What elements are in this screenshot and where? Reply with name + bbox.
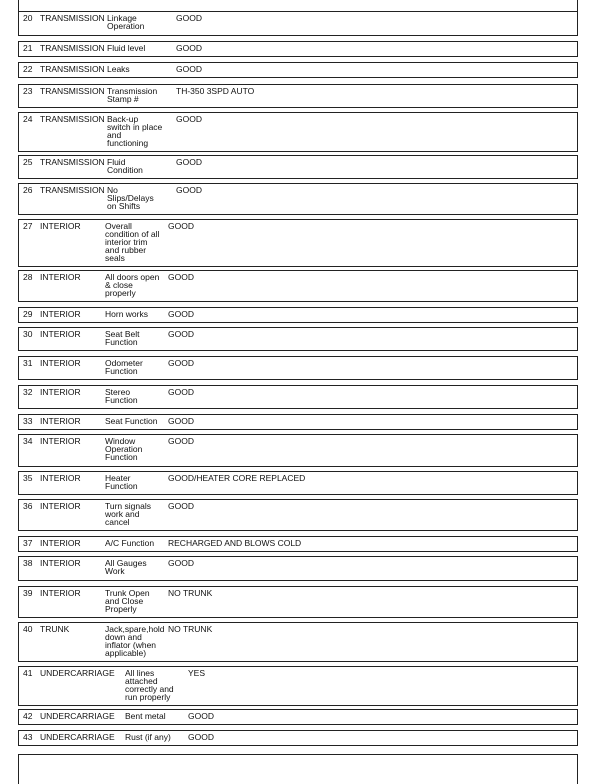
row-number: 29 [23, 309, 33, 319]
row-item: A/C Function [105, 538, 155, 548]
row-category: TRANSMISSION [40, 185, 105, 195]
row-number: 39 [23, 588, 33, 598]
next-row-partial [18, 754, 578, 784]
row-item: Leaks [107, 64, 130, 74]
row-category: INTERIOR [40, 358, 81, 368]
row-category: UNDERCARRIAGE [40, 668, 115, 678]
row-item: Fluid level [107, 43, 146, 53]
row-number: 41 [23, 668, 33, 678]
row-item: Heater Function [105, 473, 138, 491]
row-number: 22 [23, 64, 33, 74]
row-number: 40 [23, 624, 33, 634]
row-result: TH-350 3SPD AUTO [176, 86, 255, 96]
row-result: RECHARGED AND BLOWS COLD [168, 538, 302, 548]
inspection-row [18, 622, 578, 662]
row-item: Rust (if any) [125, 732, 171, 742]
row-result: GOOD [188, 711, 214, 721]
row-result: GOOD [168, 558, 194, 568]
row-number: 33 [23, 416, 33, 426]
row-item: Stereo Function [105, 387, 138, 405]
row-result: GOOD [168, 329, 194, 339]
row-category: TRUNK [40, 624, 70, 634]
row-number: 31 [23, 358, 33, 368]
row-number: 36 [23, 501, 33, 511]
row-result: YES [188, 668, 206, 678]
row-category: INTERIOR [40, 329, 81, 339]
row-category: TRANSMISSION [40, 43, 105, 53]
inspection-row [18, 307, 578, 323]
inspection-row [18, 434, 578, 467]
row-item: All lines attached correctly and run properly [125, 668, 174, 702]
row-result: GOOD [168, 436, 194, 446]
row-category: TRANSMISSION [40, 157, 105, 167]
row-item: No Slips/Delays on Shifts [107, 185, 154, 211]
row-item: Bent metal [125, 711, 166, 721]
row-category: TRANSMISSION [40, 64, 105, 74]
inspection-row [18, 155, 578, 179]
inspection-row [18, 84, 578, 108]
row-category: INTERIOR [40, 558, 81, 568]
row-category: INTERIOR [40, 309, 81, 319]
row-result: GOOD [168, 387, 194, 397]
row-item: All doors open & close properly [105, 272, 160, 298]
inspection-row [18, 556, 578, 581]
inspection-row [18, 183, 578, 215]
row-result: GOOD [176, 114, 202, 124]
row-item: Trunk Open and Close Properly [105, 588, 150, 614]
inspection-row [18, 709, 578, 725]
row-result: GOOD [168, 272, 194, 282]
row-result: GOOD/HEATER CORE REPLACED [168, 473, 306, 483]
inspection-row [18, 219, 578, 267]
row-result: GOOD [176, 13, 202, 23]
row-item: Seat Function [105, 416, 158, 426]
row-number: 21 [23, 43, 33, 53]
row-number: 26 [23, 185, 33, 195]
row-category: TRANSMISSION [40, 114, 105, 124]
inspection-row [18, 730, 578, 746]
row-category: INTERIOR [40, 588, 81, 598]
row-number: 28 [23, 272, 33, 282]
row-result: GOOD [168, 358, 194, 368]
row-number: 32 [23, 387, 33, 397]
row-category: UNDERCARRIAGE [40, 732, 115, 742]
row-result: GOOD [168, 501, 194, 511]
inspection-row [18, 414, 578, 430]
row-result: NO TRUNK [168, 624, 213, 634]
row-category: INTERIOR [40, 538, 81, 548]
inspection-row [18, 112, 578, 152]
row-category: INTERIOR [40, 221, 81, 231]
row-result: NO TRUNK [168, 588, 213, 598]
top-left-border [18, 0, 19, 11]
row-number: 20 [23, 13, 33, 23]
inspection-row [18, 499, 578, 531]
top-right-border [577, 0, 578, 11]
row-category: INTERIOR [40, 416, 81, 426]
row-category: INTERIOR [40, 436, 81, 446]
inspection-row [18, 270, 578, 302]
row-number: 27 [23, 221, 33, 231]
row-item: Odometer Function [105, 358, 143, 376]
row-result: GOOD [168, 416, 194, 426]
row-result: GOOD [176, 43, 202, 53]
row-number: 38 [23, 558, 33, 568]
row-category: INTERIOR [40, 387, 81, 397]
inspection-row [18, 666, 578, 706]
inspection-row [18, 62, 578, 78]
row-item: Seat Belt Function [105, 329, 140, 347]
row-item: Horn works [105, 309, 148, 319]
row-category: INTERIOR [40, 501, 81, 511]
row-item: All Gauges Work [105, 558, 147, 576]
inspection-row [18, 327, 578, 351]
row-number: 43 [23, 732, 33, 742]
row-number: 23 [23, 86, 33, 96]
row-result: GOOD [168, 221, 194, 231]
row-item: Fluid Condition [107, 157, 143, 175]
row-item: Transmission Stamp # [107, 86, 158, 104]
row-item: Jack,spare,hold down and inflator (when applicable) [105, 624, 165, 658]
row-category: TRANSMISSION [40, 86, 105, 96]
row-number: 37 [23, 538, 33, 548]
row-number: 30 [23, 329, 33, 339]
row-number: 34 [23, 436, 33, 446]
row-result: GOOD [168, 309, 194, 319]
row-category: INTERIOR [40, 272, 81, 282]
row-item: Back-up switch in place and functioning [107, 114, 163, 148]
row-result: GOOD [176, 157, 202, 167]
inspection-row [18, 11, 578, 36]
row-category: UNDERCARRIAGE [40, 711, 115, 721]
row-item: Window Operation Function [105, 436, 143, 462]
row-result: GOOD [188, 732, 214, 742]
row-number: 24 [23, 114, 33, 124]
inspection-row [18, 471, 578, 495]
row-category: INTERIOR [40, 473, 81, 483]
inspection-row [18, 41, 578, 57]
row-item: Linkage Operation [107, 13, 145, 31]
row-number: 35 [23, 473, 33, 483]
inspection-row [18, 536, 578, 552]
row-item: Overall condition of all interior trim and rubber seals [105, 221, 160, 263]
inspection-row [18, 586, 578, 618]
inspection-row [18, 356, 578, 380]
row-number: 42 [23, 711, 33, 721]
row-category: TRANSMISSION [40, 13, 105, 23]
row-item: Turn signals work and cancel [105, 501, 151, 527]
inspection-row [18, 385, 578, 409]
row-number: 25 [23, 157, 33, 167]
row-result: GOOD [176, 64, 202, 74]
row-result: GOOD [176, 185, 202, 195]
